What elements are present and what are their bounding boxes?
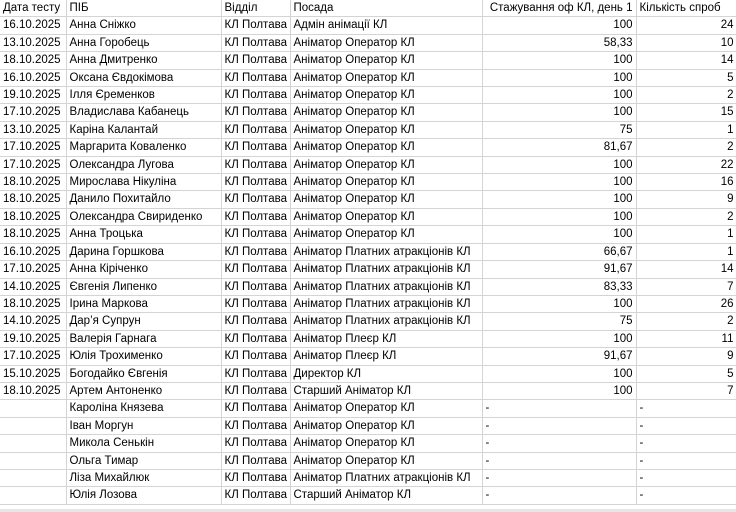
cell-test-date[interactable]: 16.10.2025: [0, 243, 66, 260]
cell-department[interactable]: КЛ Полтава: [221, 365, 290, 382]
cell-department[interactable]: КЛ Полтава: [221, 17, 290, 34]
cell-attempts[interactable]: -: [636, 452, 736, 469]
table-row: [0, 69, 736, 86]
table-row: [0, 243, 736, 260]
cell-training-day1[interactable]: -: [482, 435, 636, 452]
table-row: [0, 34, 736, 51]
cell-training-day1[interactable]: 83,33: [482, 278, 636, 295]
cell-name[interactable]: Дар’я Супрун: [66, 313, 221, 330]
cell-position[interactable]: Аніматор Оператор КЛ: [290, 208, 482, 225]
cell-test-date[interactable]: [0, 400, 66, 417]
cell-name[interactable]: Ілля Єременков: [66, 87, 221, 104]
cell-attempts[interactable]: 5: [636, 69, 736, 86]
cell-test-date[interactable]: 14.10.2025: [0, 313, 66, 330]
cell-position[interactable]: Аніматор Оператор КЛ: [290, 69, 482, 86]
cell-position[interactable]: Директор КЛ: [290, 365, 482, 382]
cell-name[interactable]: Владислава Кабанець: [66, 104, 221, 121]
cell-test-date[interactable]: [0, 435, 66, 452]
cell-department[interactable]: КЛ Полтава: [221, 121, 290, 138]
cell-test-date[interactable]: [0, 469, 66, 486]
cell-position[interactable]: Аніматор Платних атракціонів КЛ: [290, 243, 482, 260]
cell-attempts[interactable]: 16: [636, 174, 736, 191]
cell-name[interactable]: Маргарита Коваленко: [66, 139, 221, 156]
cell-name[interactable]: Ліза Михайлюк: [66, 469, 221, 486]
cell-department[interactable]: КЛ Полтава: [221, 400, 290, 417]
cell-training-day1[interactable]: 100: [482, 191, 636, 208]
cell-attempts[interactable]: -: [636, 435, 736, 452]
cell-name[interactable]: Ольга Тимар: [66, 452, 221, 469]
table-row: [0, 330, 736, 347]
cell-position[interactable]: Адмін анімації КЛ: [290, 17, 482, 34]
cell-attempts[interactable]: 14: [636, 261, 736, 278]
cell-attempts[interactable]: 24: [636, 17, 736, 34]
cell-test-date[interactable]: 17.10.2025: [0, 104, 66, 121]
cell-attempts[interactable]: -: [636, 469, 736, 486]
table-row: [0, 435, 736, 452]
cell-name[interactable]: Ірина Маркова: [66, 295, 221, 312]
table-row: [0, 208, 736, 225]
cell-position[interactable]: Аніматор Оператор КЛ: [290, 226, 482, 243]
header-row: [0, 0, 736, 17]
cell-training-day1[interactable]: 100: [482, 52, 636, 69]
cell-position[interactable]: Аніматор Платних атракціонів КЛ: [290, 295, 482, 312]
cell-position[interactable]: Аніматор Оператор КЛ: [290, 400, 482, 417]
cell-name[interactable]: Анна Горобець: [66, 34, 221, 51]
cell-training-day1[interactable]: 100: [482, 208, 636, 225]
header-cell-test-date[interactable]: Дата тесту: [0, 0, 66, 17]
cell-attempts[interactable]: 2: [636, 313, 736, 330]
table-row: [0, 487, 736, 504]
cell-test-date[interactable]: 17.10.2025: [0, 348, 66, 365]
cell-name[interactable]: Валерія Гарнага: [66, 330, 221, 347]
table-row: [0, 174, 736, 191]
cell-attempts[interactable]: -: [636, 417, 736, 434]
cell-training-day1[interactable]: 66,67: [482, 243, 636, 260]
cell-position[interactable]: Старший Аніматор КЛ: [290, 382, 482, 399]
cell-training-day1[interactable]: 91,67: [482, 261, 636, 278]
cell-position[interactable]: Аніматор Плеєр КЛ: [290, 348, 482, 365]
cell-test-date[interactable]: 13.10.2025: [0, 34, 66, 51]
cell-name[interactable]: Анна Сніжко: [66, 17, 221, 34]
cell-department[interactable]: КЛ Полтава: [221, 52, 290, 69]
cell-test-date[interactable]: [0, 452, 66, 469]
cell-test-date[interactable]: 18.10.2025: [0, 295, 66, 312]
cell-attempts[interactable]: -: [636, 487, 736, 504]
table-row: [0, 365, 736, 382]
cell-attempts[interactable]: 22: [636, 156, 736, 173]
cell-attempts[interactable]: 14: [636, 52, 736, 69]
cell-name[interactable]: Мирослава Нікуліна: [66, 174, 221, 191]
cell-attempts[interactable]: -: [636, 400, 736, 417]
cell-position[interactable]: Аніматор Оператор КЛ: [290, 121, 482, 138]
cell-position[interactable]: Аніматор Платних атракціонів КЛ: [290, 313, 482, 330]
header-cell-attempts[interactable]: Кількість спроб: [636, 0, 736, 17]
cell-position[interactable]: Аніматор Оператор КЛ: [290, 191, 482, 208]
cell-attempts[interactable]: 2: [636, 87, 736, 104]
cell-name[interactable]: Олександра Лугова: [66, 156, 221, 173]
cell-department[interactable]: КЛ Полтава: [221, 191, 290, 208]
cell-department[interactable]: КЛ Полтава: [221, 469, 290, 486]
cell-department[interactable]: КЛ Полтава: [221, 87, 290, 104]
cell-position[interactable]: Аніматор Оператор КЛ: [290, 52, 482, 69]
cell-training-day1[interactable]: 81,67: [482, 139, 636, 156]
cell-name[interactable]: Дарина Горшкова: [66, 243, 221, 260]
cell-attempts[interactable]: 10: [636, 34, 736, 51]
cell-position[interactable]: Аніматор Платних атракціонів КЛ: [290, 278, 482, 295]
cell-department[interactable]: КЛ Полтава: [221, 261, 290, 278]
cell-name[interactable]: Микола Сенькін: [66, 435, 221, 452]
cell-position[interactable]: Аніматор Оператор КЛ: [290, 156, 482, 173]
cell-name[interactable]: Юлія Лозова: [66, 487, 221, 504]
cell-name[interactable]: Богодайко Євгенія: [66, 365, 221, 382]
cell-test-date[interactable]: 19.10.2025: [0, 330, 66, 347]
cell-name[interactable]: Артем Антоненко: [66, 382, 221, 399]
cell-position[interactable]: Аніматор Оператор КЛ: [290, 417, 482, 434]
cell-position[interactable]: Аніматор Оператор КЛ: [290, 452, 482, 469]
cell-department[interactable]: КЛ Полтава: [221, 330, 290, 347]
table-row: [0, 469, 736, 486]
cell-attempts[interactable]: 9: [636, 191, 736, 208]
cell-position[interactable]: Аніматор Плеєр КЛ: [290, 330, 482, 347]
cell-training-day1[interactable]: 58,33: [482, 34, 636, 51]
cell-department[interactable]: КЛ Полтава: [221, 348, 290, 365]
cell-attempts[interactable]: 7: [636, 278, 736, 295]
table-row: [0, 313, 736, 330]
cell-position[interactable]: Аніматор Оператор КЛ: [290, 104, 482, 121]
cell-training-day1[interactable]: 100: [482, 382, 636, 399]
cell-test-date[interactable]: 14.10.2025: [0, 278, 66, 295]
cell-training-day1[interactable]: 91,67: [482, 348, 636, 365]
cell-test-date[interactable]: 17.10.2025: [0, 156, 66, 173]
cell-training-day1[interactable]: 75: [482, 121, 636, 138]
table-row: [0, 156, 736, 173]
cell-department[interactable]: КЛ Полтава: [221, 104, 290, 121]
table-row: [0, 17, 736, 34]
table-row: [0, 121, 736, 138]
cell-name[interactable]: Іван Моргун: [66, 417, 221, 434]
cell-department[interactable]: КЛ Полтава: [221, 243, 290, 260]
cell-name[interactable]: Юлія Трохименко: [66, 348, 221, 365]
cell-name[interactable]: Каріна Калантай: [66, 121, 221, 138]
cell-department[interactable]: КЛ Полтава: [221, 34, 290, 51]
cell-test-date[interactable]: [0, 417, 66, 434]
table-row: [0, 382, 736, 399]
table-row: [0, 139, 736, 156]
cell-attempts[interactable]: 15: [636, 104, 736, 121]
cell-training-day1[interactable]: 100: [482, 87, 636, 104]
cell-position[interactable]: Аніматор Оператор КЛ: [290, 87, 482, 104]
header-cell-training-day1[interactable]: Стажування оф КЛ, день 1: [482, 0, 636, 17]
cell-training-day1[interactable]: 100: [482, 69, 636, 86]
cell-department[interactable]: КЛ Полтава: [221, 452, 290, 469]
header-row-group: [0, 0, 736, 17]
cell-position[interactable]: Аніматор Оператор КЛ: [290, 34, 482, 51]
cell-department[interactable]: КЛ Полтава: [221, 487, 290, 504]
cell-name[interactable]: Кароліна Князева: [66, 400, 221, 417]
cell-attempts[interactable]: 1: [636, 121, 736, 138]
cell-department[interactable]: КЛ Полтава: [221, 278, 290, 295]
cell-attempts[interactable]: 2: [636, 208, 736, 225]
table-row: [0, 417, 736, 434]
cell-training-day1[interactable]: -: [482, 487, 636, 504]
cell-name[interactable]: Анна Кіріченко: [66, 261, 221, 278]
cell-position[interactable]: Старший Аніматор КЛ: [290, 487, 482, 504]
cell-test-date[interactable]: 18.10.2025: [0, 52, 66, 69]
cell-department[interactable]: КЛ Полтава: [221, 295, 290, 312]
cell-training-day1[interactable]: 100: [482, 226, 636, 243]
cell-training-day1[interactable]: -: [482, 417, 636, 434]
cell-training-day1[interactable]: 100: [482, 330, 636, 347]
cell-department[interactable]: КЛ Полтава: [221, 313, 290, 330]
table-row: [0, 452, 736, 469]
cell-position[interactable]: Аніматор Оператор КЛ: [290, 139, 482, 156]
cell-position[interactable]: Аніматор Оператор КЛ: [290, 174, 482, 191]
cell-name[interactable]: Анна Дмитренко: [66, 52, 221, 69]
cell-attempts[interactable]: 9: [636, 348, 736, 365]
cell-test-date[interactable]: 16.10.2025: [0, 17, 66, 34]
cell-test-date[interactable]: 18.10.2025: [0, 226, 66, 243]
cell-attempts[interactable]: 1: [636, 226, 736, 243]
cell-department[interactable]: КЛ Полтава: [221, 435, 290, 452]
cell-department[interactable]: КЛ Полтава: [221, 174, 290, 191]
cell-test-date[interactable]: 16.10.2025: [0, 69, 66, 86]
table-row: [0, 104, 736, 121]
cell-department[interactable]: КЛ Полтава: [221, 139, 290, 156]
header-cell-position[interactable]: Посада: [290, 0, 482, 17]
cell-position[interactable]: Аніматор Платних атракціонів КЛ: [290, 469, 482, 486]
cell-attempts[interactable]: 1: [636, 243, 736, 260]
cell-training-day1[interactable]: -: [482, 469, 636, 486]
data-rows: [0, 17, 736, 504]
cell-test-date[interactable]: 18.10.2025: [0, 191, 66, 208]
cell-training-day1[interactable]: 100: [482, 295, 636, 312]
cell-test-date[interactable]: 19.10.2025: [0, 87, 66, 104]
cell-department[interactable]: КЛ Полтава: [221, 156, 290, 173]
cell-department[interactable]: КЛ Полтава: [221, 69, 290, 86]
cell-test-date[interactable]: 15.10.2025: [0, 365, 66, 382]
cell-attempts[interactable]: 7: [636, 382, 736, 399]
cell-test-date[interactable]: [0, 487, 66, 504]
cell-training-day1[interactable]: 100: [482, 365, 636, 382]
cell-name[interactable]: Данило Похитайло: [66, 191, 221, 208]
cell-attempts[interactable]: 26: [636, 295, 736, 312]
table-row: [0, 400, 736, 417]
cell-training-day1[interactable]: 100: [482, 174, 636, 191]
cell-test-date[interactable]: 17.10.2025: [0, 139, 66, 156]
cell-position[interactable]: Аніматор Платних атракціонів КЛ: [290, 261, 482, 278]
cell-training-day1[interactable]: 100: [482, 17, 636, 34]
cell-test-date[interactable]: 18.10.2025: [0, 208, 66, 225]
cell-name[interactable]: Євгенія Липенко: [66, 278, 221, 295]
cell-department[interactable]: КЛ Полтава: [221, 226, 290, 243]
table-row: [0, 191, 736, 208]
cell-test-date[interactable]: 18.10.2025: [0, 174, 66, 191]
cell-name[interactable]: Оксана Євдокімова: [66, 69, 221, 86]
cell-attempts[interactable]: 11: [636, 330, 736, 347]
table-row: [0, 261, 736, 278]
cell-department[interactable]: КЛ Полтава: [221, 382, 290, 399]
table-row: [0, 278, 736, 295]
table-row: [0, 226, 736, 243]
cell-training-day1[interactable]: -: [482, 400, 636, 417]
cell-attempts[interactable]: 5: [636, 365, 736, 382]
cell-name[interactable]: Олександра Свириденко: [66, 208, 221, 225]
cell-name[interactable]: Анна Троцька: [66, 226, 221, 243]
cell-department[interactable]: КЛ Полтава: [221, 417, 290, 434]
cell-attempts[interactable]: 2: [636, 139, 736, 156]
table-row: [0, 87, 736, 104]
header-cell-name[interactable]: ПІБ: [66, 0, 221, 17]
table-row: [0, 295, 736, 312]
cell-position[interactable]: Аніматор Оператор КЛ: [290, 435, 482, 452]
table-row: [0, 52, 736, 69]
cell-training-day1[interactable]: -: [482, 452, 636, 469]
cell-training-day1[interactable]: 100: [482, 104, 636, 121]
cell-test-date[interactable]: 18.10.2025: [0, 382, 66, 399]
cell-test-date[interactable]: 17.10.2025: [0, 261, 66, 278]
cell-department[interactable]: КЛ Полтава: [221, 208, 290, 225]
table-row: [0, 348, 736, 365]
cell-training-day1[interactable]: 75: [482, 313, 636, 330]
cell-test-date[interactable]: 13.10.2025: [0, 121, 66, 138]
header-cell-department[interactable]: Відділ: [221, 0, 290, 17]
cell-training-day1[interactable]: 100: [482, 156, 636, 173]
